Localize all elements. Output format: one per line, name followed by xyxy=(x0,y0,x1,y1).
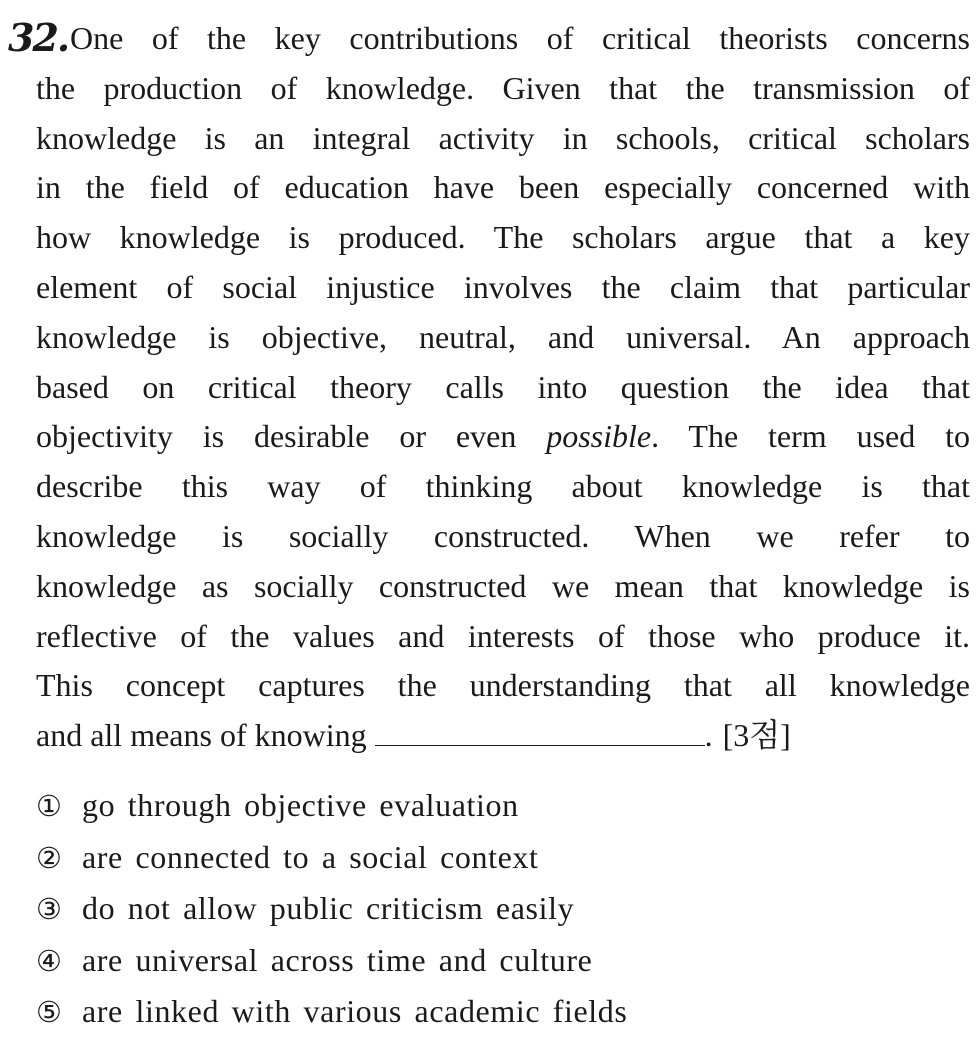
option-number-1: ① xyxy=(36,789,63,823)
option-text: are universal across time and culture xyxy=(82,941,593,978)
passage-line: the production of knowledge. Given that the transmission of xyxy=(36,69,970,106)
passage-line: knowledge is an integral activity in schools, critical scholars xyxy=(36,119,970,156)
answer-option[interactable] xyxy=(36,780,627,832)
passage-text: objectivity is desirable or even xyxy=(36,418,547,455)
passage-line: knowledge is socially constructed. When we refer to xyxy=(36,517,970,554)
passage-line: knowledge is objective, neutral, and universal. An approach xyxy=(36,318,970,355)
passage-line: describe this way of thinking about knowledge is that xyxy=(36,468,970,505)
passage-text: . The term used to xyxy=(651,418,971,455)
option-number-2: ② xyxy=(36,840,63,875)
passage-line: One of the key contributions of critical theorists concerns xyxy=(70,20,970,56)
answer-option[interactable] xyxy=(36,832,627,884)
passage-line: reflective of the values and interests of those who produce it. xyxy=(36,617,970,654)
passage-text: . xyxy=(704,717,713,754)
option-number-3: ③ xyxy=(36,892,63,926)
passage-line xyxy=(36,412,970,462)
answer-option[interactable] xyxy=(36,935,627,987)
answer-options xyxy=(36,780,627,1038)
answer-option[interactable] xyxy=(36,986,627,1038)
passage-text: and all means of knowing xyxy=(36,717,367,754)
passage-line: This concept captures the understanding that all knowledge xyxy=(36,667,970,704)
passage-line: in the field of education have been especially concerned with xyxy=(36,169,970,206)
option-number-4: ④ xyxy=(36,943,63,978)
answer-option[interactable] xyxy=(36,883,627,935)
option-text: do not allow public criticism easily xyxy=(82,890,575,926)
passage-line: how knowledge is produced. The scholars argue that a key xyxy=(36,219,970,256)
option-text: are connected to a social context xyxy=(82,838,539,875)
points-label: [3점] xyxy=(722,717,791,754)
passage-line: knowledge as socially constructed we mean that knowledge is xyxy=(36,567,970,604)
option-text: go through objective evaluation xyxy=(82,787,519,823)
option-number-5: ⑤ xyxy=(36,995,63,1029)
passage-line-last xyxy=(36,711,970,761)
emphasis-word: possible xyxy=(546,418,652,455)
passage-line: element of social injustice involves the claim that particular xyxy=(36,268,970,305)
question-number: 32. xyxy=(8,15,69,60)
option-text: are linked with various academic fields xyxy=(82,993,628,1029)
passage-line: based on critical theory calls into question the idea that xyxy=(36,368,970,405)
answer-blank xyxy=(375,715,705,746)
passage xyxy=(36,14,970,761)
